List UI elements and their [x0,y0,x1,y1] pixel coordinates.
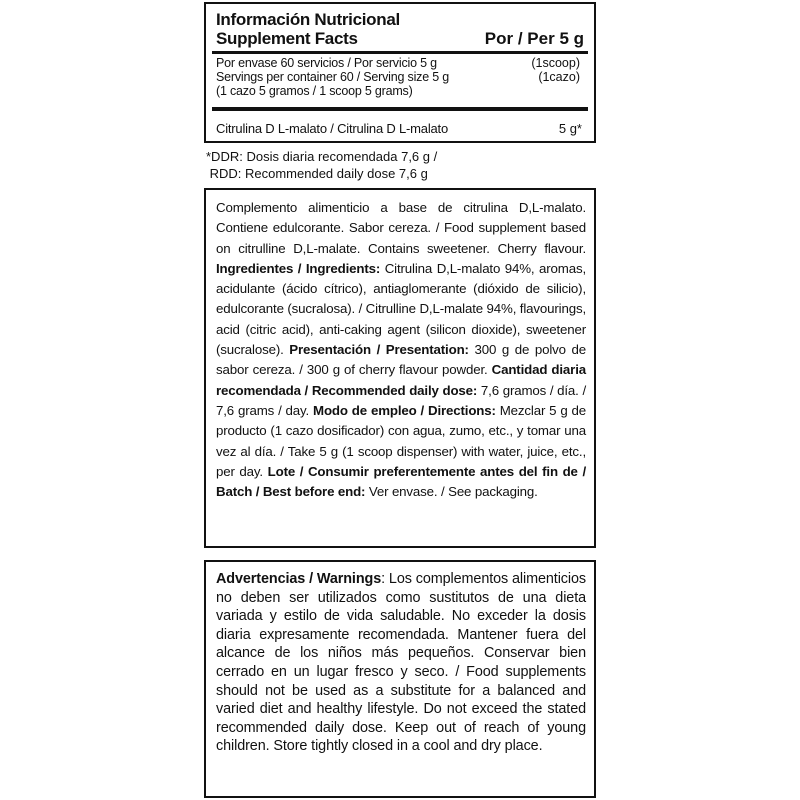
directions-label: Modo de empleo / Directions: [313,402,496,418]
ddr-line-en: RDD: Recommended daily dose 7,6 g [206,166,428,181]
description-text [216,198,586,502]
lot-label: Lote / Consumir preferentemente antes del fin de / Batch / Best before end: [216,463,586,500]
daily-dose-note [206,148,437,182]
product-description-box [204,188,596,548]
warnings-body: : Los complementos alimenticios no deben ser utilizados como sustitutos de una dieta variada y estilo de vida saludable. No exceder la dosis diaria expresamente recomendada. Mantener fuera del alcance de los niños más pequeños. Conservar bien cerrado en un lugar fresco y seco. / Food supplements should not be used as a substitute for a balanced and varied diet and healthy lifestyle. Do not exceed the stated recommended daily dose. Keep out of reach of young children. Store tightly closed in a cool and dry place. [216,571,586,755]
warnings-text [216,570,586,756]
dose-text: 7,6 gramos / día. / 7,6 grams / day. [216,382,586,418]
servings-en: Servings per container 60 / Serving size 5 g [216,70,449,84]
warnings-label: Advertencias / Warnings [216,571,382,587]
scoop-note: (1 cazo 5 gramos / 1 scoop 5 grams) [216,84,413,98]
directions-text: Mezclar 5 g de producto (1 cazo dosificador) con agua, zumo, etc., y tomar una vez al día. / Take 5 g (1 scoop dispenser) with water, juice, etc., per day. [216,402,586,479]
facts-divider [212,51,588,54]
ingredients-label: Ingredientes / Ingredients: [216,260,381,276]
facts-title-es: Información Nutricional [216,10,400,29]
presentation-text: 300 g de polvo de sabor cereza. / 300 g of cherry flavour powder. [216,342,586,378]
ingredients-text: Citrulina D,L-malato 94%, aromas, acidulante (ácido cítrico), antiaglomerante (dióxido de silicio), edulcorante (sucralosa). / Citrulline D,L-malate 94%, flavourings, acid (citric acid), anti-caking agent (silicon dioxide), sweetener (sucralose). [216,260,586,358]
ingredient-name: Citrulina D L-malato / Citrulina D L-malato [216,121,448,136]
facts-per-serving: Por / Per 5 g [484,29,584,48]
servings-es-unit: (1scoop) [531,56,580,70]
facts-title-en: Supplement Facts [216,29,358,48]
warnings-box [204,560,596,798]
lot-text: Ver envase. / See packaging. [365,484,538,500]
dose-label: Cantidad diaria recomendada / Recommended daily dose: [216,362,586,398]
facts-divider-thick [212,107,588,111]
ingredient-value: 5 g* [558,121,582,136]
servings-es: Por envase 60 servicios / Por servicio 5 g [216,56,437,70]
presentation-label: Presentación / Presentation: [289,342,469,358]
servings-en-unit: (1cazo) [538,70,580,84]
ddr-line-es: *DDR: Dosis diaria recomendada 7,6 g / [206,149,438,164]
supplement-facts-table [204,2,596,143]
description-intro: Complemento alimenticio a base de citrulina D,L-malato. Contiene edulcorante. Sabor cereza. / Food supplement based on citrulline D,L-malate. Contains sweetener. Cherry flavour. [216,200,586,256]
